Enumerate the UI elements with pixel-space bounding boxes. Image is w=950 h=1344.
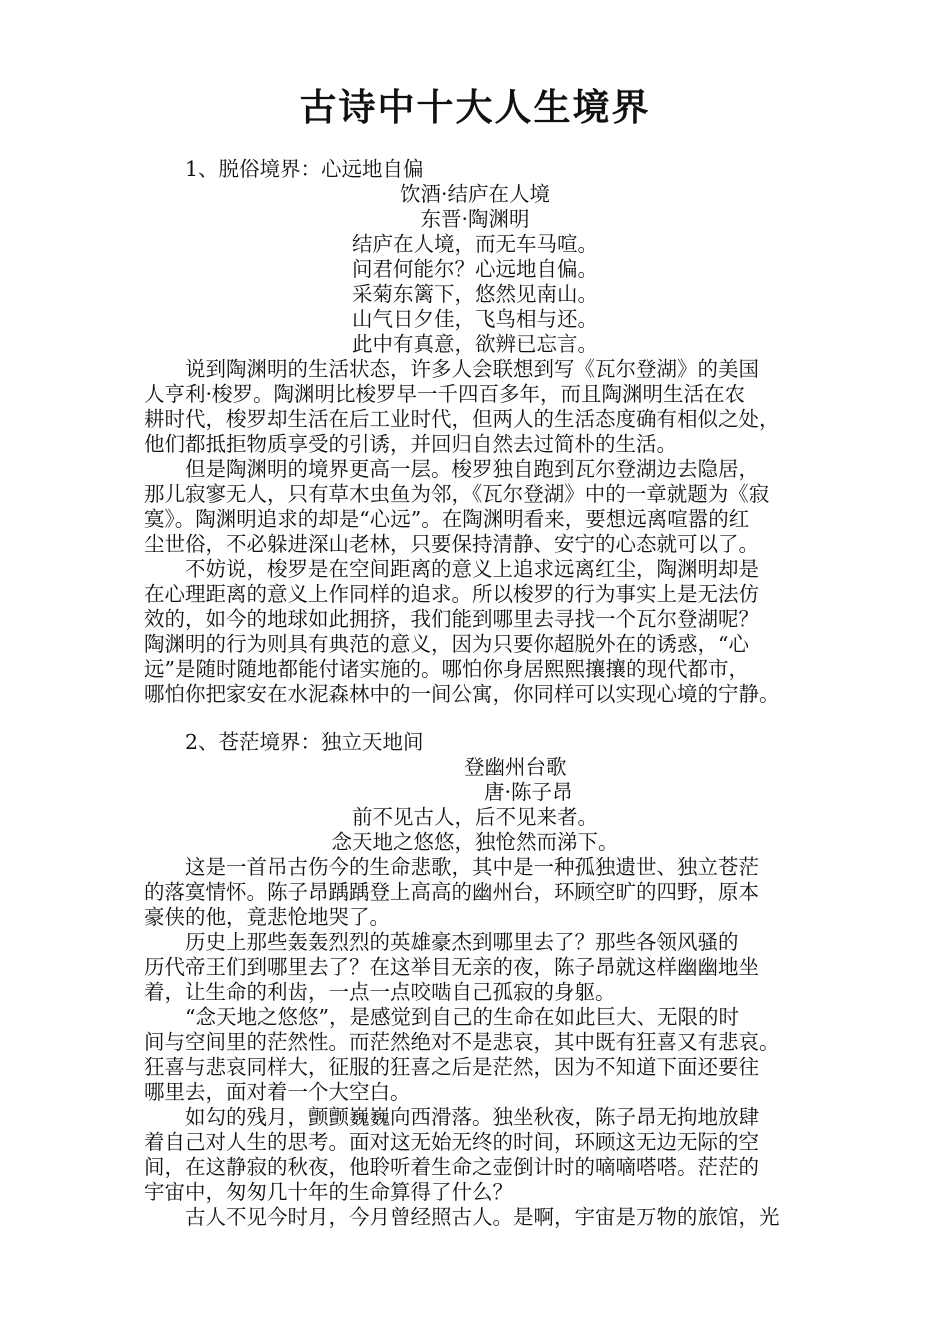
text-line: 耕时代，梭罗却生活在后工业时代，但两人的生活态度确有相似之处， [144, 407, 780, 431]
poem-author: 东晋·陶渊明 [420, 207, 530, 231]
text-line: 哪怕你把家安在水泥森林中的一间公寓，你同样可以实现心境的宁静。 [144, 682, 780, 706]
poem-line: 结庐在人境，而无车马喧。 [352, 232, 598, 256]
poem-author: 唐·陈子昂 [484, 780, 573, 804]
text-line: 哪里去，面对着一个大空白。 [144, 1080, 411, 1104]
poem-title: 饮酒·结庐在人境 [399, 182, 551, 206]
poem-line: 念天地之悠悠，独怆然而涕下。 [331, 830, 619, 854]
poem-line: 山气日夕佳，飞鸟相与还。 [352, 307, 598, 331]
text-line: 狂喜与悲哀同样大，征服的狂喜之后是茫然，因为不知道下面还要往 [144, 1055, 759, 1079]
text-line: 远”是随时随地都能付诸实施的。哪怕你身居熙熙攘攘的现代都市， [144, 657, 749, 681]
poem-line: 此中有真意，欲辨已忘言。 [352, 332, 598, 356]
text-line: 间，在这静寂的秋夜，他聆听着生命之壶倒计时的嘀嘀嗒嗒。茫茫的 [144, 1155, 759, 1179]
poem-line: 前不见古人，后不见来者。 [352, 805, 598, 829]
text-line: 宇宙中，匆匆几十年的生命算得了什么？ [144, 1180, 513, 1204]
poem-line: 问君何能尔？心远地自偏。 [352, 257, 598, 281]
text-line: 不妨说，梭罗是在空间距离的意义上追求远离红尘，陶渊明却是 [144, 557, 759, 581]
text-line: 在心理距离的意义上作同样的追求。所以梭罗的行为事实上是无法仿 [144, 582, 759, 606]
text-line: 豪侠的他，竟悲怆地哭了。 [144, 905, 390, 929]
text-line: 如勾的残月，颤颤巍巍向西滑落。独坐秋夜，陈子昂无拘地放肆 [144, 1105, 759, 1129]
text-line: 这是一首吊古伤今的生命悲歌，其中是一种孤独遗世、独立苍茫 [144, 855, 759, 879]
text-line: “念天地之悠悠”，是感觉到自己的生命在如此巨大、无限的时 [144, 1005, 739, 1029]
text-line: 古人不见今时月，今月曾经照古人。是啊，宇宙是万物的旅馆，光 [144, 1205, 780, 1229]
text-line: 寞》。陶渊明追求的却是“心远”。在陶渊明看来，要想远离喧嚣的红 [144, 507, 750, 531]
text-line: 效的，如今的地球如此拥挤，我们能到哪里去寻找一个瓦尔登湖呢？ [144, 607, 759, 631]
text-line: 历史上那些轰轰烈烈的英雄豪杰到哪里去了？那些各领风骚的 [144, 930, 739, 954]
text-line: 说到陶渊明的生活状态，许多人会联想到写《瓦尔登湖》的美国 [144, 357, 759, 381]
page-title: 古诗中十大人生境界 [299, 85, 651, 129]
text-line: 历代帝王们到哪里去了？在这举目无亲的夜，陈子昂就这样幽幽地坐 [144, 955, 759, 979]
text-line: 他们都抵拒物质享受的引诱，并回归自然去过简朴的生活。 [144, 432, 677, 456]
text-line: 但是陶渊明的境界更高一层。梭罗独自跑到瓦尔登湖边去隐居， [144, 457, 759, 481]
section-heading: 2、苍茫境界：独立天地间 [185, 730, 424, 754]
text-line: 间与空间里的茫然性。而茫然绝对不是悲哀，其中既有狂喜又有悲哀。 [144, 1030, 780, 1054]
text-line: 尘世俗，不必躲进深山老林，只要保持清静、安宁的心态就可以了。 [144, 532, 759, 556]
text-line: 那儿寂寥无人，只有草木虫鱼为邻，《瓦尔登湖》中的一章就题为《寂 [144, 482, 770, 506]
text-line: 陶渊明的行为则具有典范的意义，因为只要你超脱外在的诱惑，“心 [144, 632, 749, 656]
text-line: 着自己对人生的思考。面对这无始无终的时间，环顾这无边无际的空 [144, 1130, 759, 1154]
text-line: 的落寞情怀。陈子昂踽踽登上高高的幽州台，环顾空旷的四野，原本 [144, 880, 759, 904]
poem-title: 登幽州台歌 [464, 755, 567, 779]
poem-line: 采菊东篱下，悠然见南山。 [352, 282, 598, 306]
section-heading: 1、脱俗境界：心远地自偏 [185, 157, 424, 181]
text-line: 人亨利·梭罗。陶渊明比梭罗早一千四百多年，而且陶渊明生活在农 [144, 382, 746, 406]
text-line: 着，让生命的利齿，一点一点咬啮自己孤寂的身躯。 [144, 980, 616, 1004]
